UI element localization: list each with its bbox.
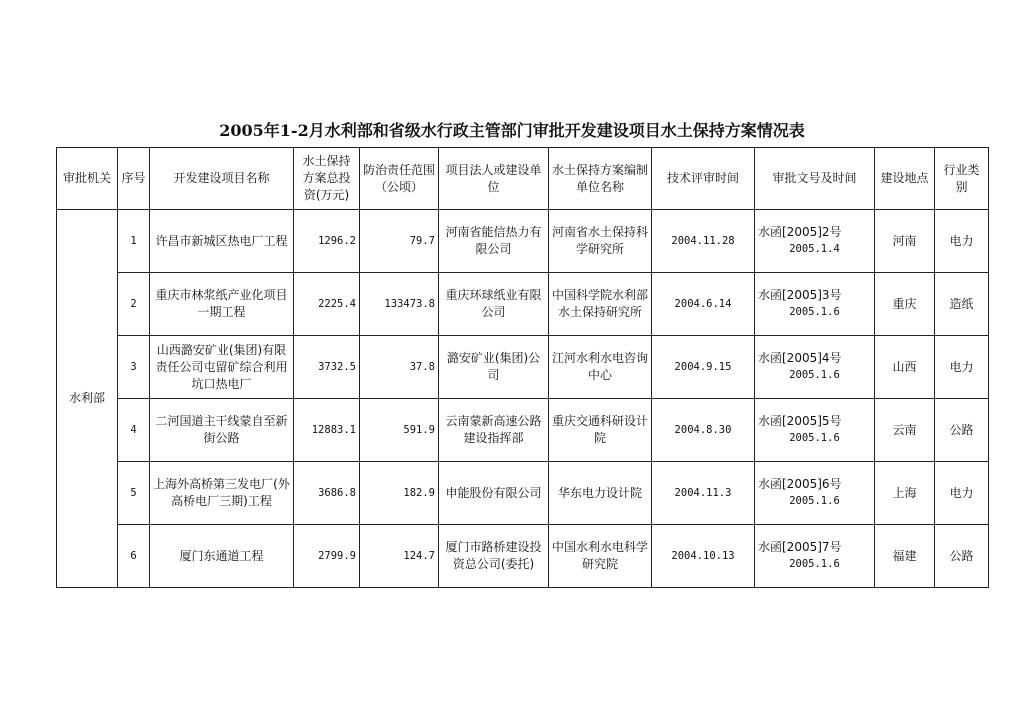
doc-number: 水函[2005]6号 (758, 477, 842, 491)
legal-entity-cell: 重庆环球纸业有限公司 (439, 273, 549, 336)
header-review-time: 技术评审时间 (652, 148, 755, 210)
approval-doc-cell (755, 273, 875, 336)
review-time-cell: 2004.8.30 (652, 399, 755, 462)
doc-number: 水函[2005]5号 (758, 414, 842, 428)
header-legal-entity: 项目法人或建设单位 (439, 148, 549, 210)
industry-cell: 公路 (935, 399, 989, 462)
table-row (57, 525, 989, 588)
header-approval-doc: 审批文号及时间 (755, 148, 875, 210)
compiler-cell: 中国水利水电科学研究院 (549, 525, 652, 588)
seq-cell: 4 (118, 399, 150, 462)
doc-date: 2005.1.6 (789, 306, 840, 318)
area-cell: 591.9 (360, 399, 439, 462)
investment-cell: 3732.5 (294, 336, 360, 399)
project-name-cell: 重庆市林浆纸产业化项目一期工程 (150, 273, 294, 336)
area-cell: 182.9 (360, 462, 439, 525)
page-title: 2005年1-2月水利部和省级水行政主管部门审批开发建设项目水土保持方案情况表 (219, 121, 805, 140)
industry-cell: 电力 (935, 462, 989, 525)
doc-date: 2005.1.4 (789, 243, 840, 255)
investment-cell: 2799.9 (294, 525, 360, 588)
review-time-cell: 2004.10.13 (652, 525, 755, 588)
table-row (57, 210, 989, 273)
review-time-cell: 2004.11.3 (652, 462, 755, 525)
industry-cell: 电力 (935, 210, 989, 273)
seq-cell: 3 (118, 336, 150, 399)
compiler-cell: 中国科学院水利部水土保持研究所 (549, 273, 652, 336)
project-name-cell: 许昌市新城区热电厂工程 (150, 210, 294, 273)
doc-number: 水函[2005]7号 (758, 540, 842, 554)
seq-cell: 2 (118, 273, 150, 336)
legal-entity-cell: 申能股份有限公司 (439, 462, 549, 525)
doc-number: 水函[2005]3号 (758, 288, 842, 302)
approval-org-cell: 水利部 (57, 210, 118, 588)
doc-number: 水函[2005]4号 (758, 351, 842, 365)
doc-number: 水函[2005]2号 (758, 225, 842, 239)
project-name-cell: 二河国道主干线蒙自至新街公路 (150, 399, 294, 462)
investment-cell: 2225.4 (294, 273, 360, 336)
investment-cell: 1296.2 (294, 210, 360, 273)
doc-date: 2005.1.6 (789, 432, 840, 444)
table-row (57, 399, 989, 462)
approval-table (56, 147, 989, 588)
industry-cell: 电力 (935, 336, 989, 399)
approval-doc-cell (755, 336, 875, 399)
approval-doc-cell (755, 525, 875, 588)
approval-doc-cell (755, 210, 875, 273)
industry-cell: 造纸 (935, 273, 989, 336)
header-project-name: 开发建设项目名称 (150, 148, 294, 210)
investment-cell: 12883.1 (294, 399, 360, 462)
review-time-cell: 2004.9.15 (652, 336, 755, 399)
seq-cell: 6 (118, 525, 150, 588)
compiler-cell: 江河水利水电咨询中心 (549, 336, 652, 399)
header-compiler: 水土保持方案编制单位名称 (549, 148, 652, 210)
location-cell: 河南 (875, 210, 935, 273)
compiler-cell: 河南省水土保持科学研究所 (549, 210, 652, 273)
review-time-cell: 2004.11.28 (652, 210, 755, 273)
investment-cell: 3686.8 (294, 462, 360, 525)
header-investment: 水土保持方案总投资(万元) (294, 148, 360, 210)
location-cell: 山西 (875, 336, 935, 399)
location-cell: 上海 (875, 462, 935, 525)
doc-date: 2005.1.6 (789, 369, 840, 381)
approval-doc-cell (755, 462, 875, 525)
legal-entity-cell: 厦门市路桥建设投资总公司(委托) (439, 525, 549, 588)
project-name-cell: 厦门东通道工程 (150, 525, 294, 588)
area-cell: 37.8 (360, 336, 439, 399)
table-row (57, 462, 989, 525)
location-cell: 福建 (875, 525, 935, 588)
industry-cell: 公路 (935, 525, 989, 588)
area-cell: 133473.8 (360, 273, 439, 336)
location-cell: 重庆 (875, 273, 935, 336)
project-name-cell: 山西潞安矿业(集团)有限责任公司屯留矿综合利用坑口热电厂 (150, 336, 294, 399)
area-cell: 79.7 (360, 210, 439, 273)
area-cell: 124.7 (360, 525, 439, 588)
seq-cell: 1 (118, 210, 150, 273)
legal-entity-cell: 云南蒙新高速公路建设指挥部 (439, 399, 549, 462)
seq-cell: 5 (118, 462, 150, 525)
location-cell: 云南 (875, 399, 935, 462)
table-row (57, 336, 989, 399)
project-name-cell: 上海外高桥第三发电厂(外高桥电厂三期)工程 (150, 462, 294, 525)
compiler-cell: 华东电力设计院 (549, 462, 652, 525)
approval-doc-cell (755, 399, 875, 462)
header-location: 建设地点 (875, 148, 935, 210)
table-row (57, 273, 989, 336)
review-time-cell: 2004.6.14 (652, 273, 755, 336)
doc-date: 2005.1.6 (789, 495, 840, 507)
doc-date: 2005.1.6 (789, 558, 840, 570)
header-industry: 行业类别 (935, 148, 989, 210)
header-approval-org: 审批机关 (57, 148, 118, 210)
legal-entity-cell: 潞安矿业(集团)公司 (439, 336, 549, 399)
header-seq: 序号 (118, 148, 150, 210)
header-area: 防治责任范围（公顷） (360, 148, 439, 210)
legal-entity-cell: 河南省能信热力有限公司 (439, 210, 549, 273)
header-row (57, 148, 989, 210)
compiler-cell: 重庆交通科研设计院 (549, 399, 652, 462)
